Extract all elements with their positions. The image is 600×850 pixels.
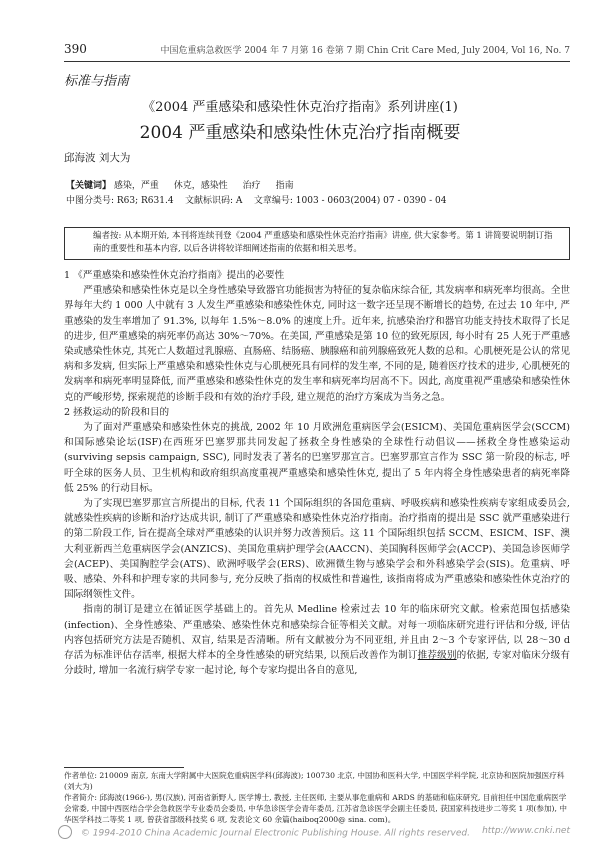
column-tag: 标准与指南 <box>64 74 130 89</box>
keyword: 休克，感染性 <box>173 181 228 191</box>
section-1-heading: 1 《严重感染和感染性休克治疗指南》提出的必要性 <box>64 270 285 281</box>
clc-number: 中图分类号: R63; R631.4 <box>66 196 174 206</box>
article-number: 文章编号: 1003 - 0603(2004) 07 - 0390 - 04 <box>253 196 447 206</box>
keyword: 治疗 <box>242 181 261 191</box>
doc-code: 文献标识码: A <box>185 196 243 206</box>
article-body <box>64 268 570 678</box>
article-title: 2004 严重感染和感染性休克治疗指南概要 <box>139 123 461 143</box>
editor-note: 编者按: 从本期开始, 本刊将连续刊登《2004 严重感染和感染性休克治疗指南》讲座, 供大家参考。第 1 讲简要说明制订指南的重要性和基本内容, 以后各讲将较详细阐述指南的依据和相关思考。 <box>64 227 570 260</box>
series-title: 《2004 严重感染和感染性休克治疗指南》系列讲座(1) <box>142 100 458 115</box>
copyright-watermark <box>58 826 570 840</box>
paragraph: 为了面对严重感染和感染性休克的挑战, 2002 年 10 月欧洲危重病医学会(ESICM)、美国危重病医学会(SCCM)和国际感染论坛(ISF)在西班牙巴塞罗那共同发起了拯救全身性感染的全球性行动倡议——拯救全身性感染运动(surviving sepsis campaign, SSC), 同时发表了著名的巴塞罗那宣言。巴塞罗那宣言作为 SSC 第一阶段的标志, 呼吁全球的医务人员、卫生机构和政府组织高度重视严重感染和感染性休克, 提出了 5 年内将全身性感染患者的病死率降低 25% 的行动目标。 <box>64 422 570 494</box>
keyword: 指南 <box>275 181 294 191</box>
cnki-link[interactable]: http://www.cnki.net <box>482 826 570 836</box>
authors: 邱海波 刘大为 <box>64 152 131 164</box>
author-bio-note: 作者简介: 邱海波(1966-), 男(汉族), 河南省新野人, 医学博士, 教授, 主任医师, 主要从事危重病和 ARDS 的基础和临床研究, 目前担任中国危重病医学会常委, 中国中西医结合学会急救医学专业委员会委员, 中华急诊医学会青年委员, 江苏省急诊医学会副主任委员, 获国家科技进步二等奖 1 项(参加), 中华医学科技二等奖 1 项, 曾获省部级科技奖 6 项, 发表论文 60 余篇(haiboq2000@ sina. com)。 <box>64 793 567 824</box>
paragraph: 严重感染和感染性休克是以全身性感染导致器官功能损害为特征的复杂临床综合征, 其发病率和病死率均很高。全世界每年大约 1 000 人中就有 3 人发生严重感染和感染性休克, 同时这一数字还呈现不断增长的趋势, 在过去 10 年中, 严重感染的发生率增加了 91.3%, 以每年 1.5%～8.0% 的速度上升。近年来, 抗感染治疗和器官功能支持技术取得了长足的进步, 但严重感染的病死率仍高达 30%～70%。在美国, 严重感染是第 10 位的致死原因, 每小时有 25 人死于严重感染或感染性休克, 其死亡人数超过乳腺癌、直肠癌、结肠癌、胰腺癌和前列腺癌致死人数的总和。心肌梗死是公认的常见病和多发病, 但实际上严重感染和感染性休克与心肌梗死具有同样的发生率, 不同的是, 随着医疗技术的进步, 心肌梗死的发病率和病死率明显降低, 而严重感染和感染性休克的发生率和病死率均居高不下。因此, 高度重视严重感染和感染性休克的严峻形势, 探索规范的诊断手段和有效的治疗手段, 建立规范的治疗方案成为当务之急。 <box>64 285 570 403</box>
keyword: 感染，严重 <box>113 181 159 191</box>
publisher-logo-icon <box>58 825 72 839</box>
footnotes <box>64 770 570 825</box>
journal-info: 中国危重病急救医学 2004 年 7 月第 16 卷第 7 期 Chin Crit Care Med, July 2004, Vol 16, No. 7 <box>160 46 570 56</box>
footnote-rule <box>64 767 184 768</box>
section-2-heading: 2 拯救运动的阶段和目的 <box>64 406 170 418</box>
copyright-text: © 1994-2010 China Academic Journal Electronic Publishing House. All rights reserved. <box>80 828 470 839</box>
paragraph-text: 指南的制订是建立在循证医学基础上的。首先从 Medline 检索过去 10 年的临床研究文献。检索范围包括感染(infection)、全身性感染、严重感染、感染性休克和感染综合征等相关文献。对每一项临床研究进行评估和分级, 评估内容包括研究方法是否随机、双盲, 结果是否清晰。所有文献被分为不同亚组, 并且由 2～3 个专家评估, 以 28～30 d 存活为标准评估存活率, 根据大样本的全身性感染的研究结果, 以预后改善作为制订 <box>64 604 570 662</box>
paragraph <box>64 602 570 678</box>
keywords-line <box>66 178 560 191</box>
paragraph-text: 的依据, 专家对临床分级有分歧时, 增加一名流行病学专家一起讨论, 每个专家均提出各自的意见, <box>64 650 570 677</box>
paragraph: 为了实现巴塞罗那宣言所提出的目标, 代表 11 个国际组织的各国危重病、呼吸疾病和感染性疾病专家组成委员会, 就感染性疾病的诊断和治疗达成共识, 制订了严重感染和感染性休克治疗指南。治疗指南的提出是 SSC 就严重感染进行的第二阶段工作, 旨在提高全球对严重感染的认识并努力改善预后。这 11 个国际组织包括 SCCM、ESICM、ISF、澳大利亚新西兰危重病医学会(ANZICS)、美国危重病护理学会(AACCN)、美国胸科医师学会(ACCP)、美国急诊医师学会(ACEP)、美国胸腔学会(ATS)、欧洲呼吸学会(ERS)、欧洲微生物与感染学会和外科感染学会(SIS)。危重病、呼吸、感染、外科和护理专家的共同参与, 充分反映了指南的权威性和普遍性, 该指南将成为严重感染和感染性休克治疗的国际纲领性文件。 <box>64 498 570 601</box>
author-unit-note: 作者单位: 210009 南京, 东南大学附属中大医院危重病医学科(邱海波); 100730 北京, 中国协和医科大学, 中国医学科学院, 北京协和医院加强医疗科(刘大为) <box>64 771 565 791</box>
classification-line <box>66 193 560 206</box>
header-rule <box>64 61 570 62</box>
page-number: 390 <box>64 42 87 56</box>
keywords-label: 【关键词】 <box>66 181 112 191</box>
underlined-term: 推荐级别 <box>417 650 457 662</box>
running-header <box>64 40 570 58</box>
